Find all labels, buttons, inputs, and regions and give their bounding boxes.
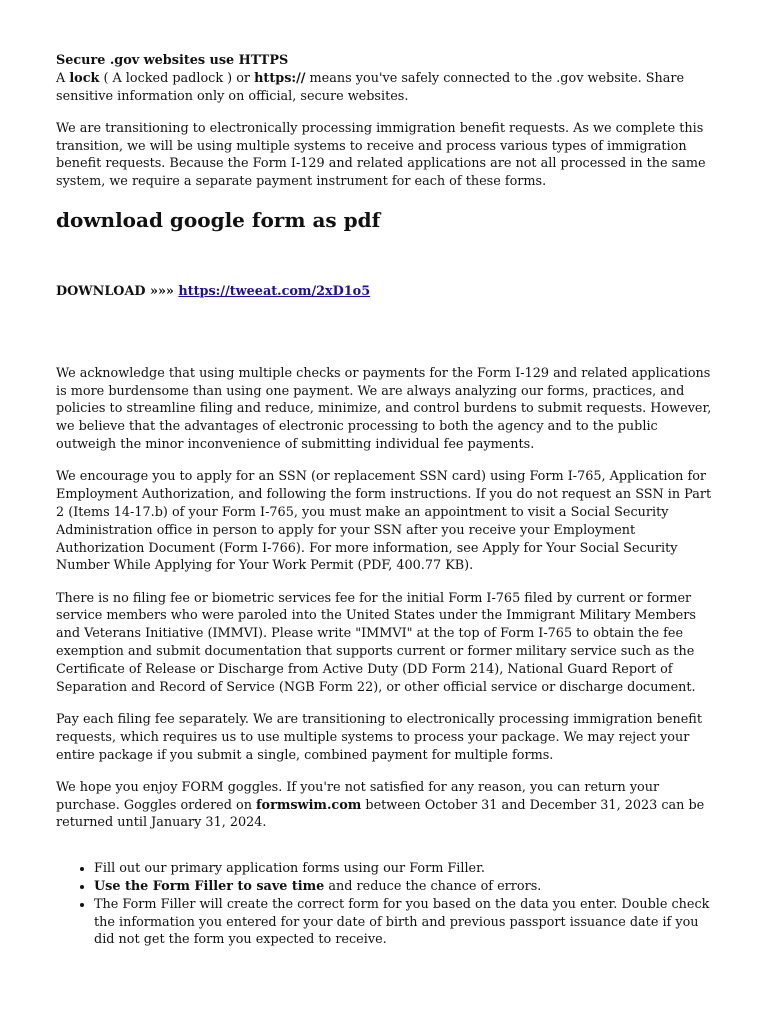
https-notice-text — [56, 70, 714, 106]
list-item: • The Form Filler will create the correct form for you based on the data you enter. Double check the information you entered for your date of birth and previous passport issuance date if you did not get the form you expected to receive. — [94, 896, 714, 949]
goggles-before: We hope you enjoy FORM goggles. If you're not satisfied for any reason, you can return your purchase. Goggles ordered on — [56, 779, 660, 813]
download-line — [56, 283, 714, 301]
list-item-bold: Use the Form Filler to save time — [94, 879, 325, 894]
page-title: download google form as pdf — [56, 208, 381, 233]
https-notice-title: Secure .gov websites use HTTPS — [56, 53, 289, 68]
notice-mid-text: ( A locked padlock ) or — [99, 70, 255, 86]
paragraph-goggles — [56, 779, 714, 832]
spacer — [56, 764, 714, 779]
download-link[interactable]: https://tweeat.com/2xD1o5 — [178, 284, 371, 300]
goggles-after: between October 31 and December 31, 2023 can be returned until January 31, 2024. — [56, 797, 705, 831]
notice-pre-lock: A — [56, 70, 70, 86]
list-item-rest: and reduce the chance of errors. — [324, 879, 542, 894]
form-filler-list — [56, 860, 714, 949]
notice-post-text: means you've safely connected to the .gov website. Share sensitive information only on official, secure websites. — [56, 70, 685, 104]
lock-word: lock — [69, 70, 100, 86]
formswim-site: formswim.com — [256, 797, 362, 813]
paragraph-immvi: There is no filing fee or biometric services fee for the initial Form I-765 filed by current or former service members who were paroled into the United States under the Immigrant Military Members and Veterans Initiative (IMMVI). Please write "IMMVI" at the top of Form I-765 to obtain the fee exemption and submit documentation that supports current or former military service such as the Certificate of Release or Discharge from Active Duty (DD Form 214), National Guard Report of Separation and Record of Service (NGB Form 22), or other official service or discharge document. — [56, 590, 696, 695]
paragraph-fees: Pay each filing fee separately. We are transitioning to electronically processing immigration benefit requests, which requires us to use multiple systems to process your package. We may reject your entire package if you submit a single, combined payment for multiple forms. — [56, 711, 702, 763]
spacer — [56, 696, 714, 711]
spacer — [56, 301, 714, 365]
paragraph-ssn: We encourage you to apply for an SSN (or replacement SSN card) using Form I-765, Application for Employment Authorization, and following the form instructions. If you do not request an SSN in Part 2 (Items 14-17.b) of your Form I-765, you must make an appointment to visit a Social Security Administration office in person to apply for your SSN after you receive your Employment Authorization Document (Form I-766). For more information, see Apply for Your Social Security Number While Applying for Your Work Permit (PDF, 400.77 KB). — [56, 469, 712, 574]
list-item — [94, 878, 714, 896]
spacer — [56, 454, 714, 469]
download-label: DOWNLOAD »»» — [56, 284, 179, 300]
list-item: • Fill out our primary application forms using our Form Filler. — [94, 860, 714, 878]
spacer — [56, 105, 714, 120]
spacer — [56, 575, 714, 590]
intro-paragraph: We are transitioning to electronically processing immigration benefit requests. As we complete this transition, we will be using multiple systems to receive and process various types of immigration benefit requests. Because the Form I-129 and related applications are not all processed in the same system, we require a separate payment instrument for each of these forms. — [56, 120, 706, 190]
paragraph-burden: We acknowledge that using multiple checks or payments for the Form I-129 and related applications is more burdensome than using one payment. We are always analyzing our forms, practices, and policies to streamline filing and reduce, minimize, and control burdens to submit requests. However, we believe that the advantages of electronic processing to both the agency and to the public outweigh the minor inconvenience of submitting individual fee payments. — [56, 365, 712, 453]
https-word: https:// — [254, 70, 306, 86]
